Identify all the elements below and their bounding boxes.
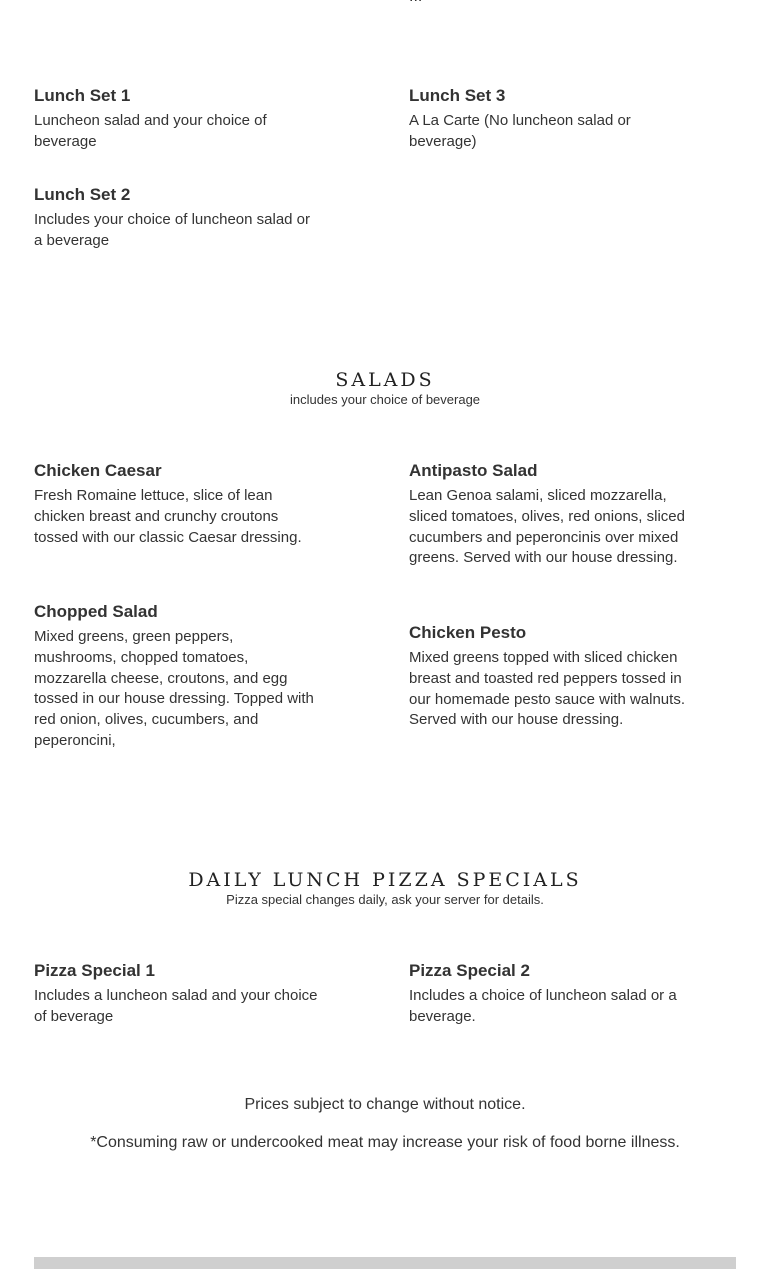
menu-item-lunch-set-2 <box>34 185 319 252</box>
salads-section-header <box>0 369 770 408</box>
menu-item-antipasto-salad <box>409 461 694 569</box>
menu-item-title: Chopped Salad <box>34 602 158 621</box>
menu-item-description: Fresh Romaine lettuce, slice of lean chicken breast and crunchy croutons tossed with our classic Caesar dressing. <box>34 487 302 546</box>
section-subtitle: Pizza special changes daily, ask your server for details. <box>226 892 544 907</box>
menu-item-description: Lean Genoa salami, sliced mozzarella, sliced tomatoes, olives, red onions, sliced cucumbers and peperoncinis over mixed greens. Served with our house dressing. <box>409 487 685 567</box>
menu-item-lunch-set-1 <box>34 86 319 153</box>
menu-item-description: Mixed greens topped with sliced chicken breast and toasted red peppers tossed in our homemade pesto sauce with walnuts. Served with our house dressing. <box>409 649 685 729</box>
menu-item-description: Includes a choice of luncheon salad or a beverage. <box>409 987 677 1025</box>
pizza-section-header <box>0 869 770 908</box>
menu-item-title: Chicken Pesto <box>409 623 527 642</box>
menu-item-description: A La Carte (No luncheon salad or beverage) <box>409 112 631 150</box>
menu-item-title: Chicken Caesar <box>34 461 162 480</box>
menu-item-title: Pizza Special 2 <box>409 961 530 980</box>
menu-item-description: Mixed greens, green peppers, mushrooms, chopped tomatoes, mozzarella cheese, croutons, and egg tossed in our house dressing. Topped with red onion, olives, cucumbers, and peperoncini, <box>34 628 314 749</box>
menu-item-description: Luncheon salad and your choice of beverage <box>34 112 267 150</box>
section-subtitle: includes your choice of beverage <box>289 392 481 407</box>
section-title: DAILY LUNCH PIZZA SPECIALS <box>188 869 582 891</box>
menu-item-pizza-special-2 <box>409 961 694 1028</box>
food-safety-warning: *Consuming raw or undercooked meat may increase your risk of food borne illness. <box>90 1134 680 1151</box>
menu-item-description: Includes a luncheon salad and your choice of beverage <box>34 987 318 1025</box>
section-title: SALADS <box>335 369 435 391</box>
menu-item-title: Lunch Set 2 <box>34 185 131 204</box>
menu-item-chopped-salad <box>34 602 319 752</box>
menu-item-chicken-caesar <box>34 461 319 548</box>
menu-item-description: Includes your choice of luncheon salad or a beverage <box>34 211 311 249</box>
clipped-top-text <box>409 0 422 6</box>
menu-item-title: Antipasto Salad <box>409 461 538 480</box>
prices-notice: Prices subject to change without notice. <box>244 1096 526 1113</box>
menu-item-chicken-pesto <box>409 623 694 731</box>
menu-item-pizza-special-1 <box>34 961 319 1028</box>
footer-divider-bar <box>34 1257 736 1269</box>
menu-item-title: Lunch Set 3 <box>409 86 506 105</box>
menu-item-lunch-set-3 <box>409 86 694 153</box>
menu-item-title: Pizza Special 1 <box>34 961 155 980</box>
menu-item-title: Lunch Set 1 <box>34 86 131 105</box>
